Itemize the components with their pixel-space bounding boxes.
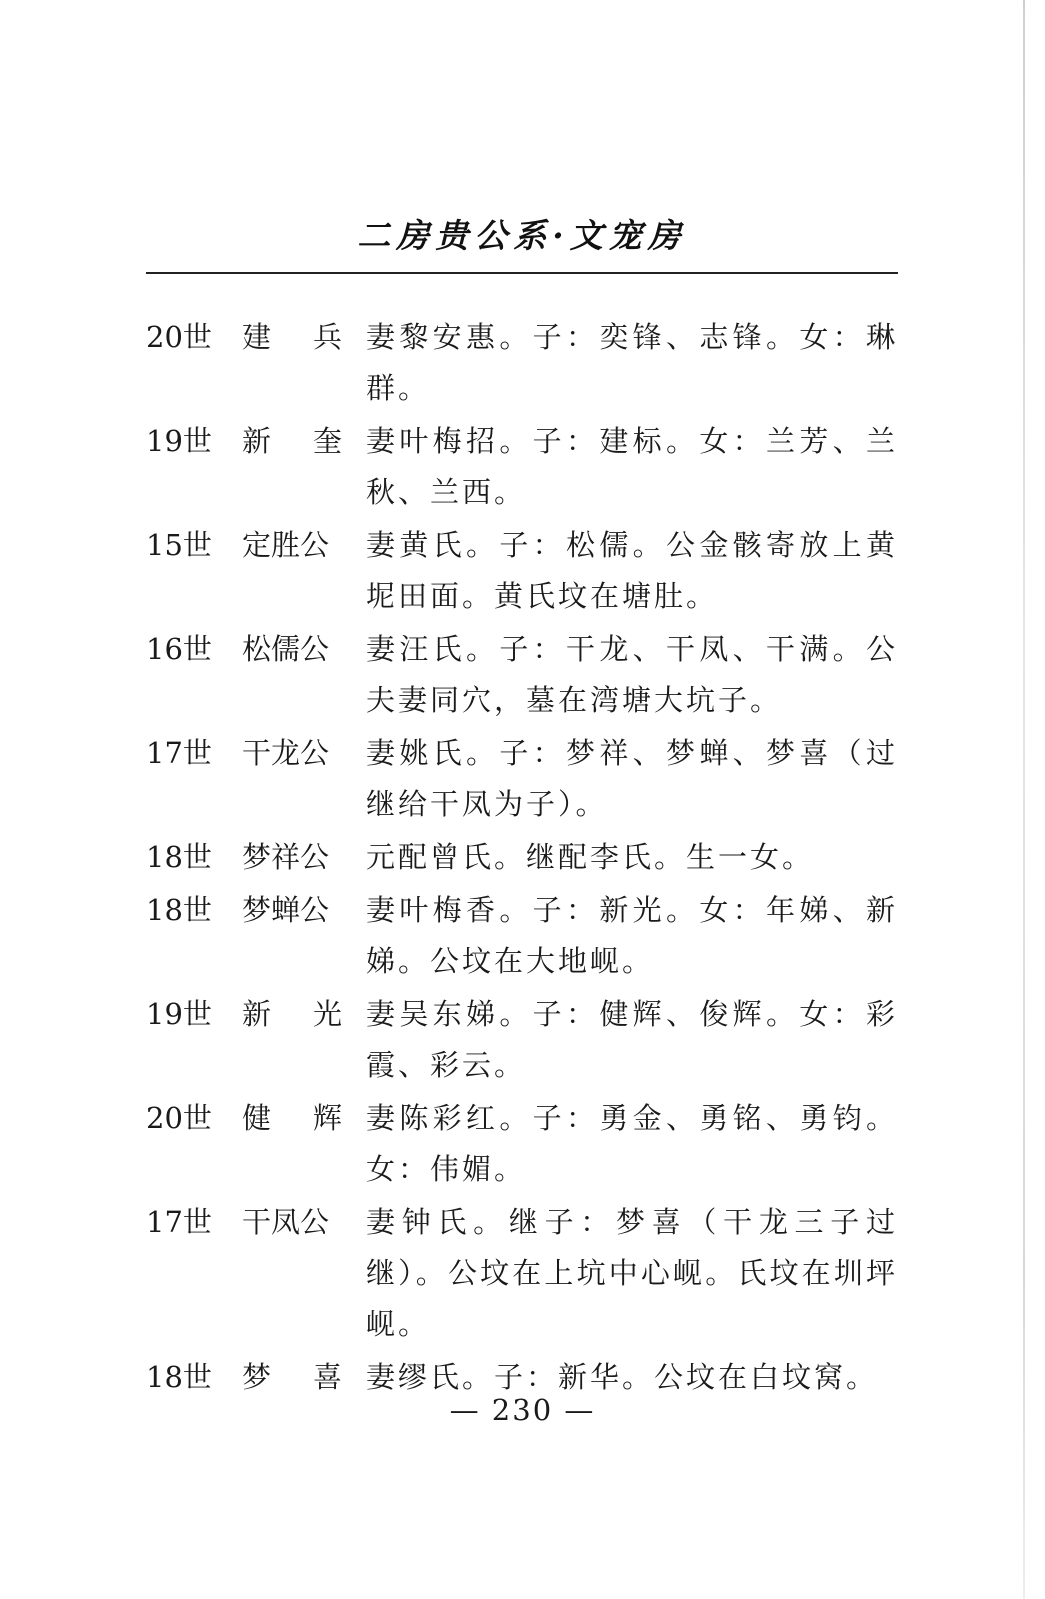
person-description: 妻姚氏。子：梦祥、梦蝉、梦喜（过继给干凤为子）。 <box>366 736 898 821</box>
person-name: 梦祥公 <box>242 840 330 874</box>
person-name: 梦 喜 <box>242 1360 342 1394</box>
genealogy-entry <box>146 989 898 1091</box>
person-description: 妻吴东娣。子：健辉、俊辉。女：彩霞、彩云。 <box>366 997 898 1082</box>
genealogy-entry <box>146 416 898 518</box>
generation-label: 20世 <box>146 1101 212 1135</box>
person-description: 妻叶梅招。子：建标。女：兰芳、兰秋、兰西。 <box>366 424 898 509</box>
generation-label: 17世 <box>146 736 212 770</box>
person-description: 妻黎安惠。子：奕锋、志锋。女：琳群。 <box>366 320 898 405</box>
person-name: 松儒公 <box>242 632 330 666</box>
genealogy-entry <box>146 832 898 883</box>
header-title: 二房贵公系·文宠房 <box>357 216 687 255</box>
generation-label: 20世 <box>146 320 212 354</box>
person-description: 妻钟氏。继子：梦喜（干龙三子过继）。公坟在上坑中心岘。氏坟在圳坪岘。 <box>366 1205 898 1341</box>
generation-label: 17世 <box>146 1205 212 1239</box>
person-description: 妻汪氏。子：干龙、干凤、干满。公夫妻同穴，墓在湾塘大坑子。 <box>366 632 898 717</box>
generation-label: 19世 <box>146 424 212 458</box>
genealogy-entries <box>146 312 898 1405</box>
genealogy-entry <box>146 728 898 830</box>
genealogy-entry <box>146 312 898 414</box>
genealogy-entry <box>146 520 898 622</box>
person-name: 定胜公 <box>242 528 330 562</box>
person-name: 干凤公 <box>242 1205 330 1239</box>
person-description: 妻陈彩红。子：勇金、勇铭、勇钧。女：伟媚。 <box>366 1101 898 1186</box>
generation-label: 15世 <box>146 528 212 562</box>
generation-label: 16世 <box>146 632 212 666</box>
genealogy-entry <box>146 624 898 726</box>
person-description: 妻叶梅香。子：新光。女：年娣、新娣。公坟在大地岘。 <box>366 893 898 978</box>
generation-label: 18世 <box>146 1360 212 1394</box>
scan-edge <box>1023 0 1025 1599</box>
header-rule <box>146 272 898 274</box>
person-name: 新 光 <box>242 997 342 1031</box>
person-name: 新 奎 <box>242 424 342 458</box>
genealogy-entry <box>146 1093 898 1195</box>
person-description: 妻黄氏。子：松儒。公金骸寄放上黄坭田面。黄氏坟在塘肚。 <box>366 528 898 613</box>
person-name: 干龙公 <box>242 736 330 770</box>
generation-label: 19世 <box>146 997 212 1031</box>
person-name: 梦蝉公 <box>242 893 330 927</box>
running-header <box>146 212 898 274</box>
person-name: 健 辉 <box>242 1101 342 1135</box>
genealogy-entry <box>146 885 898 987</box>
person-description: 元配曾氏。继配李氏。生一女。 <box>366 840 815 874</box>
generation-label: 18世 <box>146 893 212 927</box>
page-number: — 230 — <box>449 1393 596 1427</box>
genealogy-entry <box>146 1197 898 1350</box>
person-name: 建 兵 <box>242 320 342 354</box>
generation-label: 18世 <box>146 840 212 874</box>
person-description: 妻缪氏。子：新华。公坟在白坟窝。 <box>366 1360 879 1394</box>
